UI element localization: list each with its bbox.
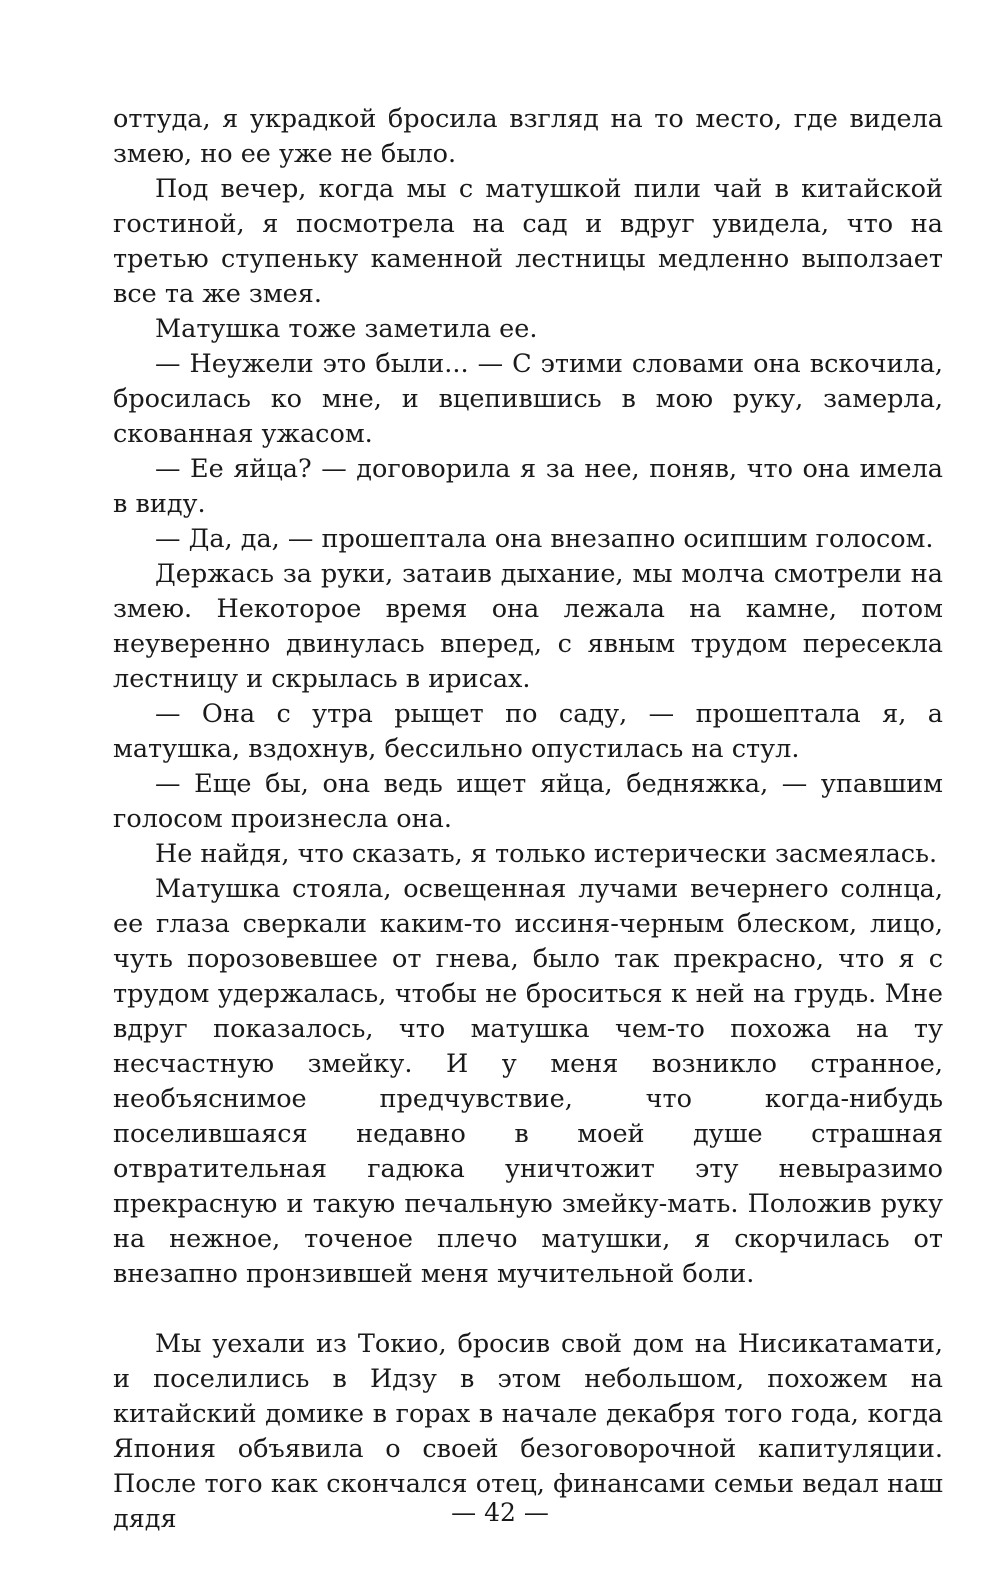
- paragraph: Не найдя, что сказать, я только истерически засмеялась.: [155, 839, 938, 869]
- paragraph: — Ее яйца? — договорила я за нее, поняв, что она имела в виду.: [113, 454, 943, 519]
- paragraph: — Она с утра рыщет по саду, — прошептала я, а матушка, вздохнув, бессильно опустилась на стул.: [113, 699, 943, 764]
- paragraph: Мы уехали из Токио, бросив свой дом на Нисикатамати, и поселились в Идзу в этом небольшом, похожем на китайский домике в горах в начале декабря того года, когда Япония объявила о своей безоговорочной капитуляции. После того как скончался отец, финансами семьи ведал наш дядя: [113, 1329, 943, 1534]
- page-number: — 42 —: [451, 1498, 549, 1527]
- paragraph: — Еще бы, она ведь ищет яйца, бедняжка, — упавшим голосом произнесла она.: [113, 769, 943, 834]
- paragraph: Держась за руки, затаив дыхание, мы молча смотрели на змею. Некоторое время она лежала на камне, потом неуверенно двинулась вперед, с явным трудом пересекла лестницу и скрылась в ирисах.: [113, 559, 943, 694]
- paragraph: Матушка стояла, освещенная лучами вечернего солнца, ее глаза сверкали каким-то иссиня-черным блеском, лицо, чуть порозовевшее от гнева, было так прекрасно, что я с трудом удержалась, чтобы не броситься к ней на грудь. Мне вдруг показалось, что матушка чем-то похожа на ту несчастную змейку. И у меня возникло странное, необъяснимое предчувствие, что когда-нибудь поселившаяся недавно в моей душе страшная отвратительная гадюка уничтожит эту невыразимо прекрасную и такую печальную змейку-мать. Положив руку на нежное, точеное плечо матушки, я скорчилась от внезапно пронзившей меня мучительной боли.: [113, 874, 943, 1289]
- paragraph: Под вечер, когда мы с матушкой пили чай в китайской гостиной, я посмотрела на сад и вдруг увидела, что на третью ступеньку каменной лестницы медленно выползает все та же змея.: [113, 174, 943, 309]
- paragraph: Матушка тоже заметила ее.: [155, 314, 538, 344]
- paragraph: — Неужели это были... — С этими словами она вскочила, бросилась ко мне, и вцепившись в мою руку, замерла, скованная ужасом.: [113, 349, 943, 449]
- body-text: [113, 102, 943, 1537]
- paragraph: — Да, да, — прошептала она внезапно осипшим голосом.: [155, 524, 934, 554]
- paragraph: оттуда, я украдкой бросила взгляд на то место, где видела змею, но ее уже не было.: [113, 104, 943, 169]
- section-break: [113, 1292, 943, 1327]
